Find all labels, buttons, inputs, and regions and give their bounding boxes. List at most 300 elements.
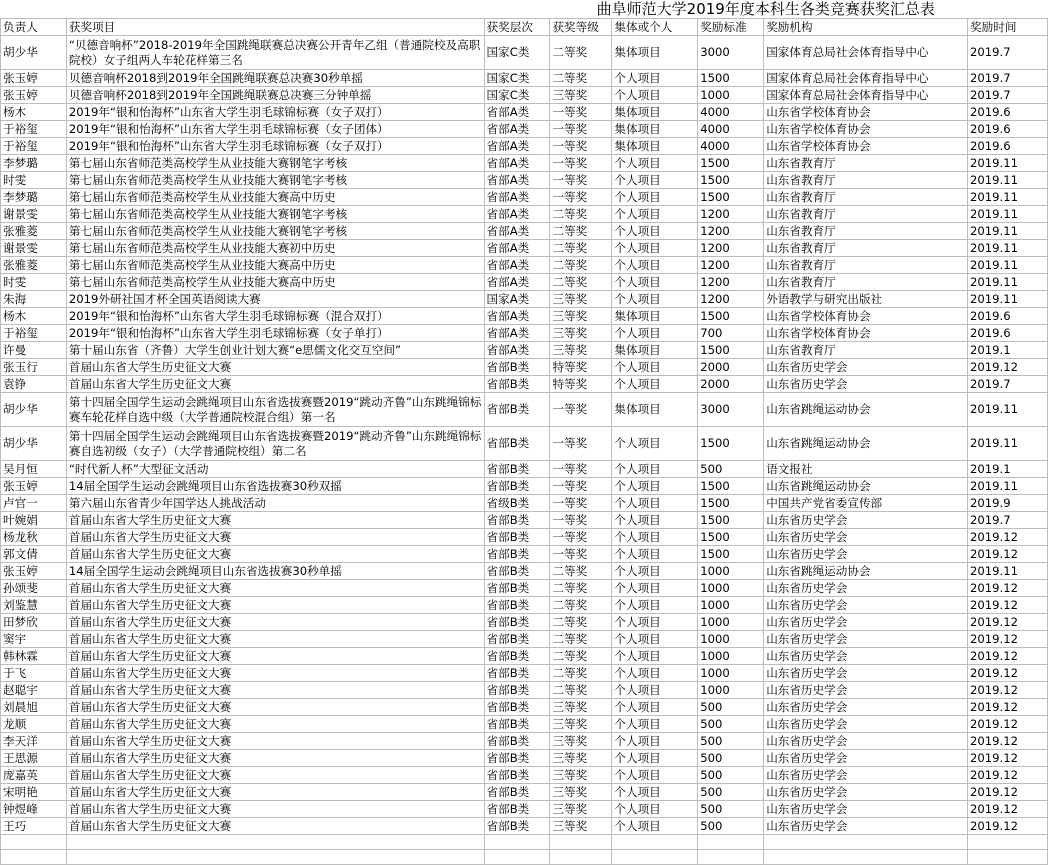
cell-project[interactable]: 首届山东省大学生历史征文大赛 — [66, 733, 484, 750]
cell-level[interactable]: 省部B类 — [484, 461, 550, 478]
cell-person[interactable]: 谢景雯 — [1, 240, 67, 257]
cell-amount[interactable]: 1000 — [698, 665, 764, 682]
empty-cell[interactable] — [484, 835, 550, 850]
cell-type[interactable]: 个人项目 — [612, 427, 698, 461]
cell-project[interactable]: 14届全国学生运动会跳绳项目山东省选拔赛30秒双摇 — [66, 478, 484, 495]
cell-type[interactable]: 个人项目 — [612, 87, 698, 104]
cell-person[interactable]: 朱海 — [1, 291, 67, 308]
cell-project[interactable]: 14届全国学生运动会跳绳项目山东省选拔赛30秒单摇 — [66, 563, 484, 580]
cell-level[interactable]: 省部A类 — [484, 189, 550, 206]
cell-person[interactable]: 宋明艳 — [1, 784, 67, 801]
empty-cell[interactable] — [612, 835, 698, 850]
cell-type[interactable]: 个人项目 — [612, 665, 698, 682]
cell-level[interactable]: 省部B类 — [484, 359, 550, 376]
cell-type[interactable]: 个人项目 — [612, 682, 698, 699]
cell-date[interactable]: 2019.12 — [968, 801, 1048, 818]
cell-grade[interactable]: 二等奖 — [550, 70, 612, 87]
cell-type[interactable]: 个人项目 — [612, 597, 698, 614]
cell-amount[interactable]: 500 — [698, 716, 764, 733]
cell-level[interactable]: 省部A类 — [484, 172, 550, 189]
cell-date[interactable]: 2019.11 — [968, 155, 1048, 172]
cell-type[interactable]: 个人项目 — [612, 478, 698, 495]
cell-person[interactable]: 叶婉娟 — [1, 512, 67, 529]
cell-person[interactable]: 田梦欣 — [1, 614, 67, 631]
cell-grade[interactable]: 二等奖 — [550, 240, 612, 257]
cell-date[interactable]: 2019.12 — [968, 767, 1048, 784]
cell-project[interactable]: “时代新人杯”大型征文活动 — [66, 461, 484, 478]
cell-type[interactable]: 个人项目 — [612, 461, 698, 478]
cell-project[interactable]: 首届山东省大学生历史征文大赛 — [66, 631, 484, 648]
cell-grade[interactable]: 二等奖 — [550, 648, 612, 665]
cell-date[interactable]: 2019.12 — [968, 699, 1048, 716]
cell-date[interactable]: 2019.12 — [968, 665, 1048, 682]
cell-level[interactable]: 省部A类 — [484, 121, 550, 138]
cell-type[interactable]: 个人项目 — [612, 818, 698, 835]
cell-org[interactable]: 山东省教育厅 — [764, 155, 968, 172]
cell-org[interactable]: 山东省历史学会 — [764, 699, 968, 716]
cell-org[interactable]: 山东省跳绳运动协会 — [764, 393, 968, 427]
cell-project[interactable]: 首届山东省大学生历史征文大赛 — [66, 359, 484, 376]
cell-grade[interactable]: 二等奖 — [550, 563, 612, 580]
cell-project[interactable]: 首届山东省大学生历史征文大赛 — [66, 665, 484, 682]
cell-org[interactable]: 山东省历史学会 — [764, 665, 968, 682]
cell-level[interactable]: 省部A类 — [484, 138, 550, 155]
cell-org[interactable]: 国家体育总局社会体育指导中心 — [764, 87, 968, 104]
empty-cell[interactable] — [66, 835, 484, 850]
cell-level[interactable]: 省部B类 — [484, 631, 550, 648]
cell-amount[interactable]: 1000 — [698, 580, 764, 597]
cell-grade[interactable]: 一等奖 — [550, 172, 612, 189]
cell-grade[interactable]: 二等奖 — [550, 597, 612, 614]
cell-type[interactable]: 个人项目 — [612, 699, 698, 716]
cell-org[interactable]: 山东省教育厅 — [764, 172, 968, 189]
cell-level[interactable]: 省部A类 — [484, 240, 550, 257]
cell-type[interactable]: 个人项目 — [612, 70, 698, 87]
cell-level[interactable]: 省部B类 — [484, 376, 550, 393]
cell-amount[interactable]: 1500 — [698, 478, 764, 495]
cell-grade[interactable]: 三等奖 — [550, 342, 612, 359]
cell-person[interactable]: 李梦璐 — [1, 189, 67, 206]
cell-project[interactable]: 首届山东省大学生历史征文大赛 — [66, 376, 484, 393]
cell-amount[interactable]: 1000 — [698, 648, 764, 665]
cell-type[interactable]: 个人项目 — [612, 376, 698, 393]
cell-grade[interactable]: 二等奖 — [550, 665, 612, 682]
cell-amount[interactable]: 700 — [698, 325, 764, 342]
cell-type[interactable]: 个人项目 — [612, 529, 698, 546]
cell-date[interactable]: 2019.11 — [968, 172, 1048, 189]
cell-type[interactable]: 个人项目 — [612, 784, 698, 801]
cell-amount[interactable]: 1200 — [698, 257, 764, 274]
cell-grade[interactable]: 一等奖 — [550, 546, 612, 563]
cell-org[interactable]: 山东省学校体育协会 — [764, 325, 968, 342]
cell-org[interactable]: 山东省历史学会 — [764, 648, 968, 665]
cell-amount[interactable]: 4000 — [698, 121, 764, 138]
cell-org[interactable]: 山东省学校体育协会 — [764, 138, 968, 155]
cell-grade[interactable]: 二等奖 — [550, 206, 612, 223]
empty-cell[interactable] — [66, 850, 484, 865]
cell-type[interactable]: 个人项目 — [612, 733, 698, 750]
empty-cell[interactable] — [612, 850, 698, 865]
cell-level[interactable]: 省部B类 — [484, 733, 550, 750]
cell-project[interactable]: 第十届山东省（齐鲁）大学生创业计划大赛“e思儒文化交互空间” — [66, 342, 484, 359]
cell-org[interactable]: 山东省教育厅 — [764, 189, 968, 206]
cell-person[interactable]: 张雅菱 — [1, 223, 67, 240]
cell-org[interactable]: 山东省教育厅 — [764, 223, 968, 240]
cell-org[interactable]: 山东省历史学会 — [764, 359, 968, 376]
cell-amount[interactable]: 500 — [698, 784, 764, 801]
cell-project[interactable]: 第七届山东省师范类高校学生从业技能大赛钢笔字考核 — [66, 172, 484, 189]
cell-date[interactable]: 2019.11 — [968, 257, 1048, 274]
cell-amount[interactable]: 500 — [698, 699, 764, 716]
cell-type[interactable]: 个人项目 — [612, 614, 698, 631]
cell-grade[interactable]: 三等奖 — [550, 767, 612, 784]
cell-type[interactable]: 个人项目 — [612, 223, 698, 240]
cell-person[interactable]: 庞嘉英 — [1, 767, 67, 784]
cell-grade[interactable]: 三等奖 — [550, 818, 612, 835]
cell-org[interactable]: 山东省历史学会 — [764, 597, 968, 614]
cell-project[interactable]: 首届山东省大学生历史征文大赛 — [66, 512, 484, 529]
cell-org[interactable]: 山东省学校体育协会 — [764, 121, 968, 138]
cell-org[interactable]: 山东省跳绳运动协会 — [764, 427, 968, 461]
cell-grade[interactable]: 三等奖 — [550, 699, 612, 716]
cell-project[interactable]: 首届山东省大学生历史征文大赛 — [66, 682, 484, 699]
cell-date[interactable]: 2019.7 — [968, 87, 1048, 104]
cell-grade[interactable]: 二等奖 — [550, 614, 612, 631]
cell-amount[interactable]: 1500 — [698, 172, 764, 189]
cell-date[interactable]: 2019.7 — [968, 376, 1048, 393]
cell-project[interactable]: 首届山东省大学生历史征文大赛 — [66, 546, 484, 563]
cell-person[interactable]: 韩林霖 — [1, 648, 67, 665]
cell-person[interactable]: 袁铮 — [1, 376, 67, 393]
cell-grade[interactable]: 一等奖 — [550, 512, 612, 529]
cell-grade[interactable]: 一等奖 — [550, 121, 612, 138]
cell-grade[interactable]: 二等奖 — [550, 223, 612, 240]
cell-org[interactable]: 山东省跳绳运动协会 — [764, 478, 968, 495]
cell-type[interactable]: 集体项目 — [612, 104, 698, 121]
cell-type[interactable]: 个人项目 — [612, 716, 698, 733]
cell-person[interactable]: 于飞 — [1, 665, 67, 682]
cell-person[interactable]: 吴月恒 — [1, 461, 67, 478]
cell-date[interactable]: 2019.6 — [968, 325, 1048, 342]
cell-date[interactable]: 2019.11 — [968, 393, 1048, 427]
cell-type[interactable]: 集体项目 — [612, 308, 698, 325]
cell-project[interactable]: 首届山东省大学生历史征文大赛 — [66, 529, 484, 546]
cell-type[interactable]: 个人项目 — [612, 801, 698, 818]
cell-project[interactable]: 第十四届全国学生运动会跳绳项目山东省选拔赛暨2019“跳动齐鲁”山东跳绳锦标赛自选初级（女子）（大学普通院校组）第二名 — [66, 427, 484, 461]
cell-person[interactable]: 刘晨旭 — [1, 699, 67, 716]
cell-type[interactable]: 个人项目 — [612, 631, 698, 648]
cell-person[interactable]: 钟煜峰 — [1, 801, 67, 818]
cell-level[interactable]: 省部B类 — [484, 580, 550, 597]
cell-type[interactable]: 集体项目 — [612, 342, 698, 359]
cell-person[interactable]: 王思源 — [1, 750, 67, 767]
cell-date[interactable]: 2019.6 — [968, 308, 1048, 325]
cell-type[interactable]: 个人项目 — [612, 274, 698, 291]
empty-cell[interactable] — [698, 835, 764, 850]
cell-person[interactable]: 张玉婷 — [1, 563, 67, 580]
cell-amount[interactable]: 1200 — [698, 206, 764, 223]
cell-type[interactable]: 集体项目 — [612, 121, 698, 138]
cell-org[interactable]: 山东省历史学会 — [764, 631, 968, 648]
cell-project[interactable]: 首届山东省大学生历史征文大赛 — [66, 801, 484, 818]
cell-project[interactable]: 首届山东省大学生历史征文大赛 — [66, 750, 484, 767]
cell-grade[interactable]: 三等奖 — [550, 733, 612, 750]
cell-amount[interactable]: 1500 — [698, 546, 764, 563]
cell-grade[interactable]: 二等奖 — [550, 580, 612, 597]
cell-date[interactable]: 2019.12 — [968, 359, 1048, 376]
cell-grade[interactable]: 二等奖 — [550, 36, 612, 70]
cell-level[interactable]: 省部B类 — [484, 818, 550, 835]
cell-grade[interactable]: 一等奖 — [550, 189, 612, 206]
cell-type[interactable]: 个人项目 — [612, 359, 698, 376]
cell-date[interactable]: 2019.11 — [968, 206, 1048, 223]
cell-date[interactable]: 2019.11 — [968, 189, 1048, 206]
cell-org[interactable]: 外语教学与研究出版社 — [764, 291, 968, 308]
cell-date[interactable]: 2019.6 — [968, 121, 1048, 138]
cell-org[interactable]: 山东省历史学会 — [764, 733, 968, 750]
cell-project[interactable]: 首届山东省大学生历史征文大赛 — [66, 597, 484, 614]
cell-level[interactable]: 省部B类 — [484, 478, 550, 495]
cell-project[interactable]: 第十四届全国学生运动会跳绳项目山东省选拔赛暨2019“跳动齐鲁”山东跳绳锦标赛车轮花样自选中级（大学普通院校混合组）第一名 — [66, 393, 484, 427]
cell-date[interactable]: 2019.11 — [968, 427, 1048, 461]
cell-person[interactable]: 龙顺 — [1, 716, 67, 733]
cell-amount[interactable]: 1200 — [698, 223, 764, 240]
cell-level[interactable]: 省部B类 — [484, 699, 550, 716]
cell-level[interactable]: 省部B类 — [484, 393, 550, 427]
cell-level[interactable]: 省部B类 — [484, 767, 550, 784]
cell-project[interactable]: 第七届山东省师范类高校学生从业技能大赛钢笔字考核 — [66, 155, 484, 172]
cell-type[interactable]: 个人项目 — [612, 155, 698, 172]
cell-person[interactable]: 郭文倩 — [1, 546, 67, 563]
cell-org[interactable]: 山东省历史学会 — [764, 818, 968, 835]
cell-project[interactable]: 第七届山东省师范类高校学生从业技能大赛高中历史 — [66, 257, 484, 274]
cell-person[interactable]: 于裕玺 — [1, 138, 67, 155]
cell-project[interactable]: 首届山东省大学生历史征文大赛 — [66, 648, 484, 665]
cell-amount[interactable]: 1200 — [698, 274, 764, 291]
cell-type[interactable]: 个人项目 — [612, 750, 698, 767]
cell-level[interactable]: 省部B类 — [484, 801, 550, 818]
cell-grade[interactable]: 一等奖 — [550, 427, 612, 461]
cell-org[interactable]: 山东省历史学会 — [764, 682, 968, 699]
cell-amount[interactable]: 500 — [698, 818, 764, 835]
cell-grade[interactable]: 一等奖 — [550, 138, 612, 155]
cell-level[interactable]: 省部B类 — [484, 512, 550, 529]
cell-level[interactable]: 省部B类 — [484, 682, 550, 699]
cell-date[interactable]: 2019.6 — [968, 104, 1048, 121]
cell-org[interactable]: 山东省历史学会 — [764, 376, 968, 393]
cell-amount[interactable]: 1500 — [698, 155, 764, 172]
cell-person[interactable]: 李梦璐 — [1, 155, 67, 172]
cell-level[interactable]: 省级B类 — [484, 495, 550, 512]
cell-org[interactable]: 山东省历史学会 — [764, 784, 968, 801]
cell-person[interactable]: 胡少华 — [1, 36, 67, 70]
cell-person[interactable]: 卢官一 — [1, 495, 67, 512]
empty-cell[interactable] — [1, 835, 67, 850]
cell-amount[interactable]: 1000 — [698, 597, 764, 614]
cell-project[interactable]: 2019年“银和怡海杯”山东省大学生羽毛球锦标赛（混合双打） — [66, 308, 484, 325]
cell-project[interactable]: 2019年“银和怡海杯”山东省大学生羽毛球锦标赛（女子双打） — [66, 104, 484, 121]
cell-level[interactable]: 省部A类 — [484, 104, 550, 121]
cell-amount[interactable]: 3000 — [698, 393, 764, 427]
empty-cell[interactable] — [550, 850, 612, 865]
cell-level[interactable]: 省部A类 — [484, 206, 550, 223]
cell-level[interactable]: 省部B类 — [484, 597, 550, 614]
cell-org[interactable]: 山东省教育厅 — [764, 240, 968, 257]
cell-level[interactable]: 国家C类 — [484, 36, 550, 70]
cell-org[interactable]: 山东省教育厅 — [764, 274, 968, 291]
cell-project[interactable]: 第七届山东省师范类高校学生从业技能大赛钢笔字考核 — [66, 223, 484, 240]
cell-amount[interactable]: 1000 — [698, 682, 764, 699]
cell-type[interactable]: 个人项目 — [612, 206, 698, 223]
cell-project[interactable]: “贝德音响杯”2018-2019年全国跳绳联赛总决赛公开青年乙组（普通院校及高职院校）女子组两人车轮花样第三名 — [66, 36, 484, 70]
cell-level[interactable]: 省部B类 — [484, 665, 550, 682]
cell-type[interactable]: 个人项目 — [612, 325, 698, 342]
empty-cell[interactable] — [698, 850, 764, 865]
cell-amount[interactable]: 500 — [698, 733, 764, 750]
cell-type[interactable]: 个人项目 — [612, 257, 698, 274]
cell-date[interactable]: 2019.7 — [968, 36, 1048, 70]
cell-amount[interactable]: 1500 — [698, 495, 764, 512]
cell-person[interactable]: 谢景雯 — [1, 206, 67, 223]
cell-grade[interactable]: 一等奖 — [550, 529, 612, 546]
cell-level[interactable]: 国家C类 — [484, 70, 550, 87]
cell-grade[interactable]: 三等奖 — [550, 308, 612, 325]
cell-grade[interactable]: 一等奖 — [550, 478, 612, 495]
cell-amount[interactable]: 500 — [698, 801, 764, 818]
cell-project[interactable]: 首届山东省大学生历史征文大赛 — [66, 614, 484, 631]
cell-amount[interactable]: 3000 — [698, 36, 764, 70]
cell-level[interactable]: 省部A类 — [484, 342, 550, 359]
cell-amount[interactable]: 500 — [698, 461, 764, 478]
cell-level[interactable]: 省部B类 — [484, 750, 550, 767]
cell-amount[interactable]: 500 — [698, 767, 764, 784]
cell-person[interactable]: 孙颂斐 — [1, 580, 67, 597]
cell-project[interactable]: 第七届山东省师范类高校学生从业技能大赛钢笔字考核 — [66, 206, 484, 223]
cell-date[interactable]: 2019.11 — [968, 274, 1048, 291]
cell-person[interactable]: 于裕玺 — [1, 121, 67, 138]
cell-date[interactable]: 2019.12 — [968, 648, 1048, 665]
cell-project[interactable]: 第七届山东省师范类高校学生从业技能大赛初中历史 — [66, 240, 484, 257]
cell-date[interactable]: 2019.11 — [968, 291, 1048, 308]
cell-level[interactable]: 省部B类 — [484, 563, 550, 580]
cell-org[interactable]: 山东省学校体育协会 — [764, 308, 968, 325]
cell-grade[interactable]: 特等奖 — [550, 359, 612, 376]
cell-grade[interactable]: 一等奖 — [550, 155, 612, 172]
cell-date[interactable]: 2019.11 — [968, 478, 1048, 495]
cell-person[interactable]: 许曼 — [1, 342, 67, 359]
cell-amount[interactable]: 4000 — [698, 138, 764, 155]
cell-date[interactable]: 2019.11 — [968, 240, 1048, 257]
cell-grade[interactable]: 三等奖 — [550, 784, 612, 801]
cell-level[interactable]: 省部A类 — [484, 308, 550, 325]
cell-project[interactable]: 首届山东省大学生历史征文大赛 — [66, 716, 484, 733]
cell-org[interactable]: 山东省历史学会 — [764, 801, 968, 818]
cell-project[interactable]: 第七届山东省师范类高校学生从业技能大赛高中历史 — [66, 189, 484, 206]
cell-amount[interactable]: 1500 — [698, 308, 764, 325]
cell-type[interactable]: 个人项目 — [612, 291, 698, 308]
empty-cell[interactable] — [968, 850, 1048, 865]
cell-project[interactable]: 第六届山东省青少年国学达人挑战活动 — [66, 495, 484, 512]
cell-amount[interactable]: 1500 — [698, 512, 764, 529]
cell-level[interactable]: 省部B类 — [484, 614, 550, 631]
cell-grade[interactable]: 二等奖 — [550, 257, 612, 274]
cell-date[interactable]: 2019.12 — [968, 784, 1048, 801]
cell-org[interactable]: 国家体育总局社会体育指导中心 — [764, 70, 968, 87]
cell-project[interactable]: 首届山东省大学生历史征文大赛 — [66, 699, 484, 716]
cell-date[interactable]: 2019.6 — [968, 138, 1048, 155]
cell-date[interactable]: 2019.12 — [968, 818, 1048, 835]
cell-person[interactable]: 张玉婷 — [1, 87, 67, 104]
cell-date[interactable]: 2019.12 — [968, 597, 1048, 614]
cell-org[interactable]: 山东省历史学会 — [764, 750, 968, 767]
cell-person[interactable]: 胡少华 — [1, 393, 67, 427]
cell-amount[interactable]: 1500 — [698, 70, 764, 87]
cell-org[interactable]: 山东省历史学会 — [764, 767, 968, 784]
cell-amount[interactable]: 1500 — [698, 427, 764, 461]
empty-cell[interactable] — [764, 835, 968, 850]
cell-org[interactable]: 山东省教育厅 — [764, 342, 968, 359]
cell-level[interactable]: 省部B类 — [484, 648, 550, 665]
cell-level[interactable]: 省部A类 — [484, 325, 550, 342]
cell-project[interactable]: 首届山东省大学生历史征文大赛 — [66, 767, 484, 784]
cell-amount[interactable]: 1000 — [698, 614, 764, 631]
cell-grade[interactable]: 一等奖 — [550, 104, 612, 121]
cell-type[interactable]: 集体项目 — [612, 138, 698, 155]
cell-grade[interactable]: 三等奖 — [550, 87, 612, 104]
cell-org[interactable]: 山东省历史学会 — [764, 529, 968, 546]
cell-grade[interactable]: 二等奖 — [550, 274, 612, 291]
cell-project[interactable]: 2019年“银和怡海杯”山东省大学生羽毛球锦标赛（女子双打） — [66, 138, 484, 155]
cell-person[interactable]: 杨木 — [1, 308, 67, 325]
cell-grade[interactable]: 三等奖 — [550, 716, 612, 733]
cell-org[interactable]: 语文报社 — [764, 461, 968, 478]
empty-cell[interactable] — [764, 850, 968, 865]
cell-date[interactable]: 2019.7 — [968, 70, 1048, 87]
cell-type[interactable]: 个人项目 — [612, 648, 698, 665]
cell-person[interactable]: 时雯 — [1, 274, 67, 291]
cell-person[interactable]: 杨龙秋 — [1, 529, 67, 546]
cell-level[interactable]: 省部B类 — [484, 427, 550, 461]
cell-type[interactable]: 个人项目 — [612, 546, 698, 563]
cell-org[interactable]: 中国共产党省委宣传部 — [764, 495, 968, 512]
cell-type[interactable]: 个人项目 — [612, 580, 698, 597]
cell-person[interactable]: 赵聪宇 — [1, 682, 67, 699]
cell-level[interactable]: 省部A类 — [484, 257, 550, 274]
cell-grade[interactable]: 一等奖 — [550, 461, 612, 478]
cell-date[interactable]: 2019.12 — [968, 580, 1048, 597]
cell-grade[interactable]: 一等奖 — [550, 495, 612, 512]
cell-project[interactable]: 首届山东省大学生历史征文大赛 — [66, 580, 484, 597]
cell-date[interactable]: 2019.1 — [968, 342, 1048, 359]
cell-project[interactable]: 首届山东省大学生历史征文大赛 — [66, 818, 484, 835]
cell-org[interactable]: 山东省历史学会 — [764, 716, 968, 733]
cell-amount[interactable]: 1000 — [698, 563, 764, 580]
cell-person[interactable]: 张雅菱 — [1, 257, 67, 274]
cell-level[interactable]: 省部B类 — [484, 546, 550, 563]
empty-cell[interactable] — [968, 835, 1048, 850]
cell-project[interactable]: 第七届山东省师范类高校学生从业技能大赛高中历史 — [66, 274, 484, 291]
empty-cell[interactable] — [550, 835, 612, 850]
cell-project[interactable]: 2019年“银和怡海杯”山东省大学生羽毛球锦标赛（女子单打） — [66, 325, 484, 342]
cell-grade[interactable]: 三等奖 — [550, 325, 612, 342]
cell-type[interactable]: 个人项目 — [612, 563, 698, 580]
cell-date[interactable]: 2019.12 — [968, 631, 1048, 648]
cell-level[interactable]: 省部A类 — [484, 274, 550, 291]
cell-date[interactable]: 2019.12 — [968, 529, 1048, 546]
cell-project[interactable]: 贝德音响杯2018到2019年全国跳绳联赛总决赛30秒单摇 — [66, 70, 484, 87]
cell-org[interactable]: 山东省历史学会 — [764, 546, 968, 563]
cell-person[interactable]: 时雯 — [1, 172, 67, 189]
